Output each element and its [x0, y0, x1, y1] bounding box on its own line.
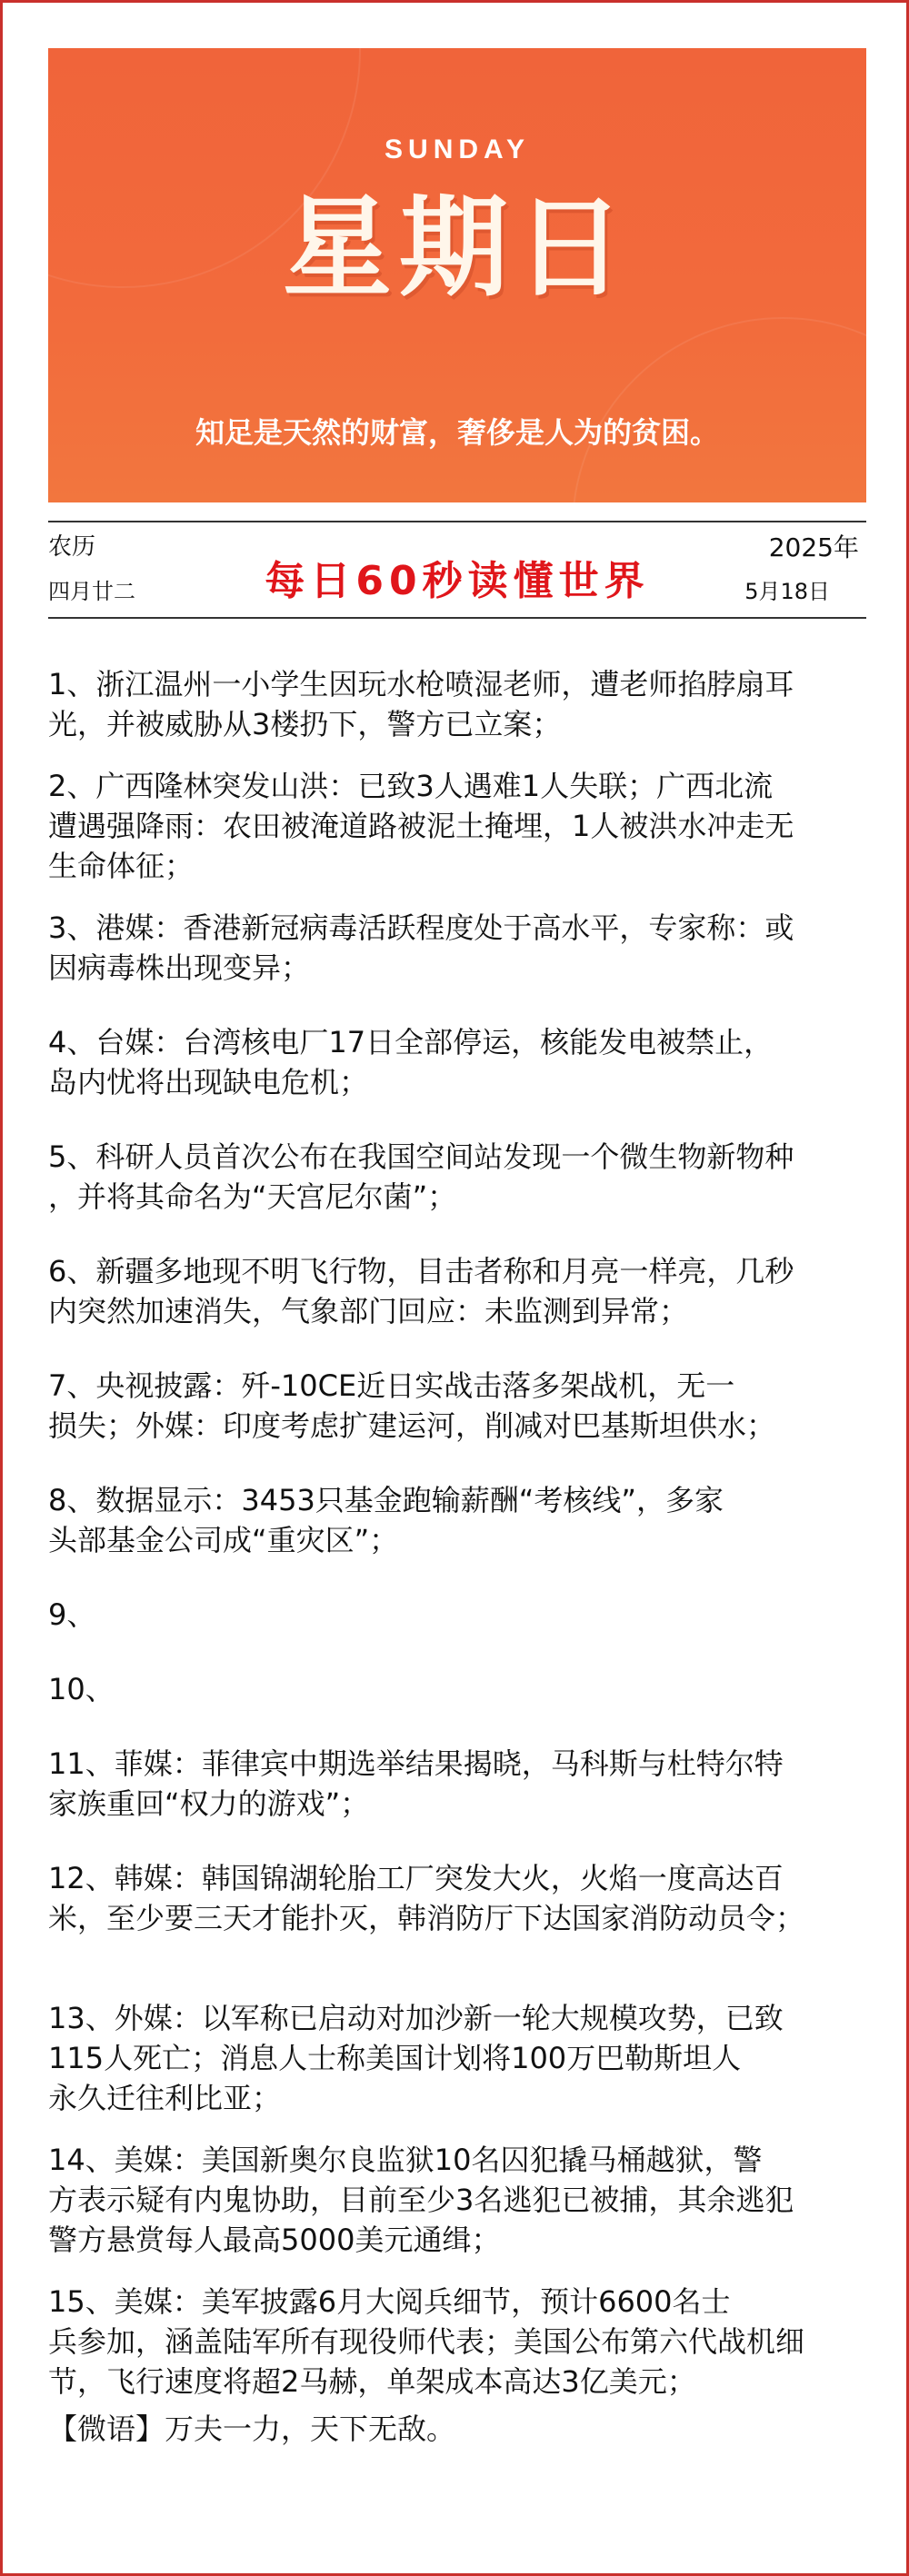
news-line: 10、: [48, 1672, 115, 1706]
news-line: 1、浙江温州一小学生因玩水枪喷湿老师，遭老师掐脖扇耳: [48, 667, 794, 701]
news-line: 岛内忧将出现缺电危机；: [48, 1065, 369, 1099]
news-line: 家族重回“权力的游戏”；: [48, 1786, 370, 1821]
news-line: 米，至少要三天才能扑灭，韩消防厅下达国家消防动员令；: [48, 1901, 805, 1935]
news-line: 115人死亡；消息人士称美国计划将100万巴勒斯坦人: [48, 2041, 742, 2075]
news-line: 9、: [48, 1597, 96, 1632]
news-line: 11、菲媒：菲律宾中期选举结果揭晓，马科斯与杜特尔特: [48, 1746, 784, 1781]
news-line: 生命体征；: [48, 849, 195, 883]
news-line: 12、韩媒：韩国锦湖轮胎工厂突发大火，火焰一度高达百: [48, 1861, 784, 1895]
lunar-date: 四月廿二: [48, 579, 135, 604]
news-line: 5、科研人员首次公布在我国空间站发现一个微生物新物种: [48, 1139, 794, 1174]
news-line: 损失；外媒：印度考虑扩建运河，削减对巴基斯坦供水；: [48, 1408, 776, 1443]
news-line: 14、美媒：美国新奥尔良监狱10名囚犯撬马桶越狱，警: [48, 2143, 763, 2177]
news-line: 13、外媒：以军称已启动对加沙新一轮大规模攻势，已致: [48, 2001, 784, 2035]
motto: 知足是天然的财富，奢侈是人为的贫困。: [195, 415, 719, 450]
news-line: 因病毒株出现变异；: [48, 950, 311, 985]
news-line: 警方悬赏每人最高5000美元通缉；: [48, 2223, 501, 2257]
date: 5月18日: [744, 579, 830, 604]
news-line: 遭遇强降雨：农田被淹道路被泥土掩埋，1人被洪水冲走无: [48, 809, 794, 843]
news-line: 内突然加速消失，气象部门回应：未监测到异常；: [48, 1294, 689, 1328]
weekday-chinese: 星期日: [283, 184, 632, 312]
news-line: 头部基金公司成“重灾区”；: [48, 1523, 399, 1557]
top-rule: [48, 521, 866, 522]
news-line: 方表示疑有内鬼协助，目前至少3名逃犯已被捕，其余逃犯: [48, 2183, 794, 2217]
news-line: 永久迁往利比亚；: [48, 2081, 282, 2115]
weekday-english: SUNDAY: [385, 134, 530, 164]
news-line: 4、台媒：台湾核电厂17日全部停运，核能发电被禁止，: [48, 1025, 774, 1059]
year: 2025年: [768, 532, 859, 562]
news-line: 7、央视披露：歼-10CE近日实战击落多架战机，无一: [48, 1368, 735, 1403]
news-line: 光，并被威胁从3楼扔下，警方已立案；: [48, 707, 562, 741]
headline: 每日60秒读懂世界: [265, 558, 650, 604]
closing-quote: 【微语】万夫一力，天下无敌。: [48, 2412, 456, 2446]
news-line: 15、美媒：美军披露6月大阅兵细节，预计6600名士: [48, 2284, 731, 2319]
header-banner: [48, 48, 866, 502]
news-line: 8、数据显示：3453只基金跑输薪酬“考核线”，多家: [48, 1483, 724, 1517]
news-list: [48, 664, 884, 2402]
bottom-rule: [48, 617, 866, 619]
news-line: 兵参加，涵盖陆军所有现役师代表；美国公布第六代战机细: [48, 2324, 805, 2359]
news-line: ，并将其命名为“天宫尼尔菌”；: [48, 1179, 457, 1214]
news-line: 2、广西隆林突发山洪：已致3人遇难1人失联；广西北流: [48, 769, 774, 803]
news-line: 3、港媒：香港新冠病毒活跃程度处于高水平，专家称：或: [48, 910, 794, 945]
news-line: 6、新疆多地现不明飞行物，目击者称和月亮一样亮，几秒: [48, 1254, 794, 1288]
news-line: 节，飞行速度将超2马赫，单架成本高达3亿美元；: [48, 2364, 696, 2399]
lunar-label: 农历: [48, 533, 96, 561]
